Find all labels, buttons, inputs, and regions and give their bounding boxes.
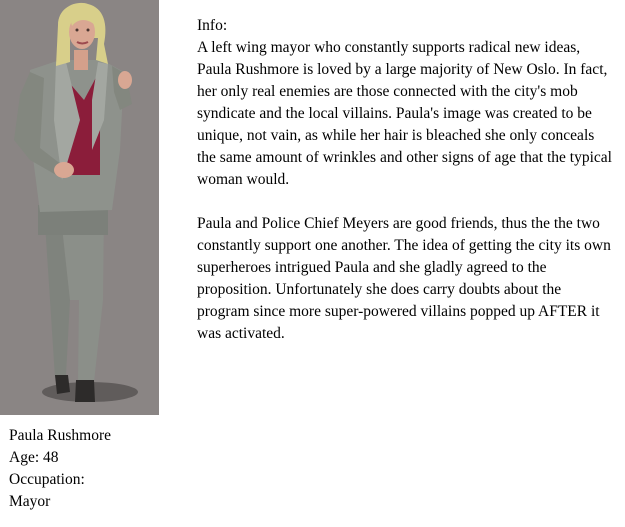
occupation-label: Occupation: — [9, 471, 85, 488]
info-heading: Info: — [197, 17, 228, 34]
info-paragraph: Paula and Police Chief Meyers are good friends, thus the the two constantly support one another. The idea of getting the city its own superheroes intrigued Paula and she gladly agreed to the proposition. Unfortunately she does carry doubts about the program since more super-powered villains popped up AFTER it was activated. — [197, 215, 611, 342]
info-paragraph: A left wing mayor who constantly supports radical new ideas, Paula Rushmore is loved by a large majority of New Oslo. In fact, her only real enemies are those connected with the city's mob syndicate and the local villains. Paula's image was created to be unique, not vain, as while her hair is bleached she only conceals the same amount of wrinkles and other signs of age that the typical woman would. — [197, 39, 612, 188]
character-figure-illustration — [0, 0, 159, 415]
character-age: Age: 48 — [9, 449, 59, 466]
character-caption — [9, 425, 159, 513]
character-name: Paula Rushmore — [9, 427, 112, 444]
character-portrait — [0, 0, 159, 415]
info-section — [197, 15, 612, 345]
occupation-value: Mayor — [9, 493, 51, 510]
